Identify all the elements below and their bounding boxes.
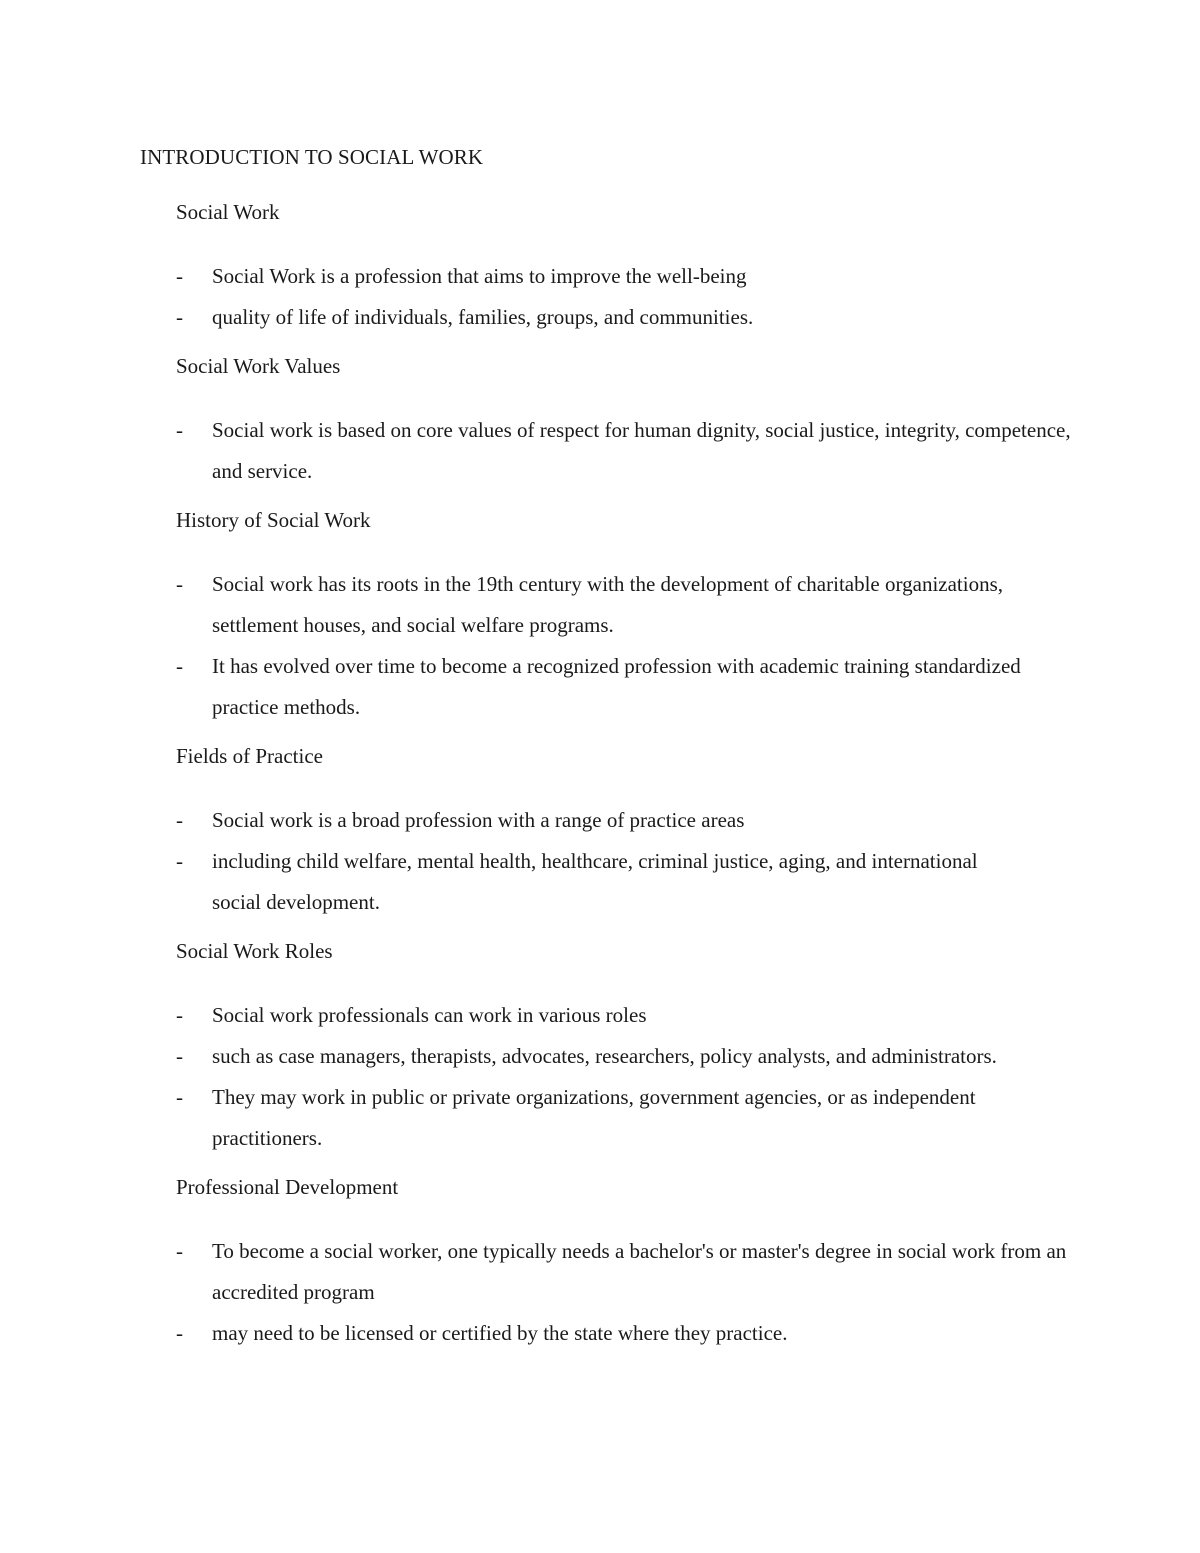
- bullet-dash: -: [176, 264, 183, 288]
- document-body: [176, 198, 1076, 1368]
- bullet-list: [176, 1231, 1076, 1354]
- bullet-item: [176, 1036, 1012, 1077]
- section-fields-of-practice: [176, 742, 1076, 923]
- bullet-text: Social work is a broad profession with a range of practice areas: [212, 808, 745, 832]
- bullet-dash: -: [176, 849, 183, 873]
- section-heading: History of Social Work: [176, 508, 371, 532]
- bullet-list: [176, 256, 1076, 338]
- bullet-dash: -: [176, 1003, 183, 1027]
- bullet-item: [176, 564, 1012, 646]
- bullet-dash: -: [176, 1321, 183, 1345]
- document-title: INTRODUCTION TO SOCIAL WORK: [140, 145, 484, 169]
- bullet-item: [176, 995, 1012, 1036]
- bullet-dash: -: [176, 418, 183, 442]
- bullet-text: including child welfare, mental health, healthcare, criminal justice, aging, and international social development.: [212, 849, 978, 914]
- bullet-item: [176, 410, 1092, 492]
- bullet-item: [176, 841, 1012, 923]
- bullet-text: Social Work is a profession that aims to improve the well-being: [212, 264, 747, 288]
- section-heading: Professional Development: [176, 1175, 399, 1199]
- bullet-dash: -: [176, 305, 183, 329]
- bullet-dash: -: [176, 1085, 183, 1109]
- section-heading: Social Work Values: [176, 354, 341, 378]
- bullet-text: It has evolved over time to become a recognized profession with academic training standardized practice methods.: [212, 654, 1021, 719]
- bullet-list: [176, 995, 1076, 1159]
- bullet-text: Social work professionals can work in various roles: [212, 1003, 647, 1027]
- bullet-text: quality of life of individuals, families, groups, and communities.: [212, 305, 754, 329]
- bullet-item: [176, 1313, 1092, 1354]
- bullet-dash: -: [176, 572, 183, 596]
- section-social-work-roles: [176, 937, 1076, 1159]
- section-heading: Fields of Practice: [176, 744, 323, 768]
- bullet-list: [176, 564, 1076, 728]
- bullet-text: Social work has its roots in the 19th century with the development of charitable organizations, settlement houses, and social welfare programs.: [212, 572, 1004, 637]
- section-heading: Social Work Roles: [176, 939, 333, 963]
- bullet-dash: -: [176, 654, 183, 678]
- bullet-list: [176, 800, 1076, 923]
- bullet-item: [176, 646, 1032, 728]
- bullet-text: Social work is based on core values of respect for human dignity, social justice, integrity, competence, and service.: [212, 418, 1071, 483]
- bullet-list: [176, 410, 1076, 492]
- bullet-dash: -: [176, 1239, 183, 1263]
- bullet-text: such as case managers, therapists, advocates, researchers, policy analysts, and administrators.: [212, 1044, 997, 1068]
- bullet-item: [176, 1077, 1012, 1159]
- section-history-of-social-work: [176, 506, 1076, 728]
- section-professional-development: [176, 1173, 1076, 1354]
- section-heading: Social Work: [176, 200, 280, 224]
- bullet-dash: -: [176, 808, 183, 832]
- bullet-item: [176, 256, 1012, 297]
- bullet-item: [176, 297, 1012, 338]
- section-social-work: [176, 198, 1076, 338]
- bullet-item: [176, 800, 1012, 841]
- bullet-text: They may work in public or private organizations, government agencies, or as independent practitioners.: [212, 1085, 976, 1150]
- bullet-dash: -: [176, 1044, 183, 1068]
- bullet-text: may need to be licensed or certified by the state where they practice.: [212, 1321, 788, 1345]
- bullet-item: [176, 1231, 1092, 1313]
- bullet-text: To become a social worker, one typically needs a bachelor's or master's degree in social work from an accredited program: [212, 1239, 1067, 1304]
- section-social-work-values: [176, 352, 1076, 492]
